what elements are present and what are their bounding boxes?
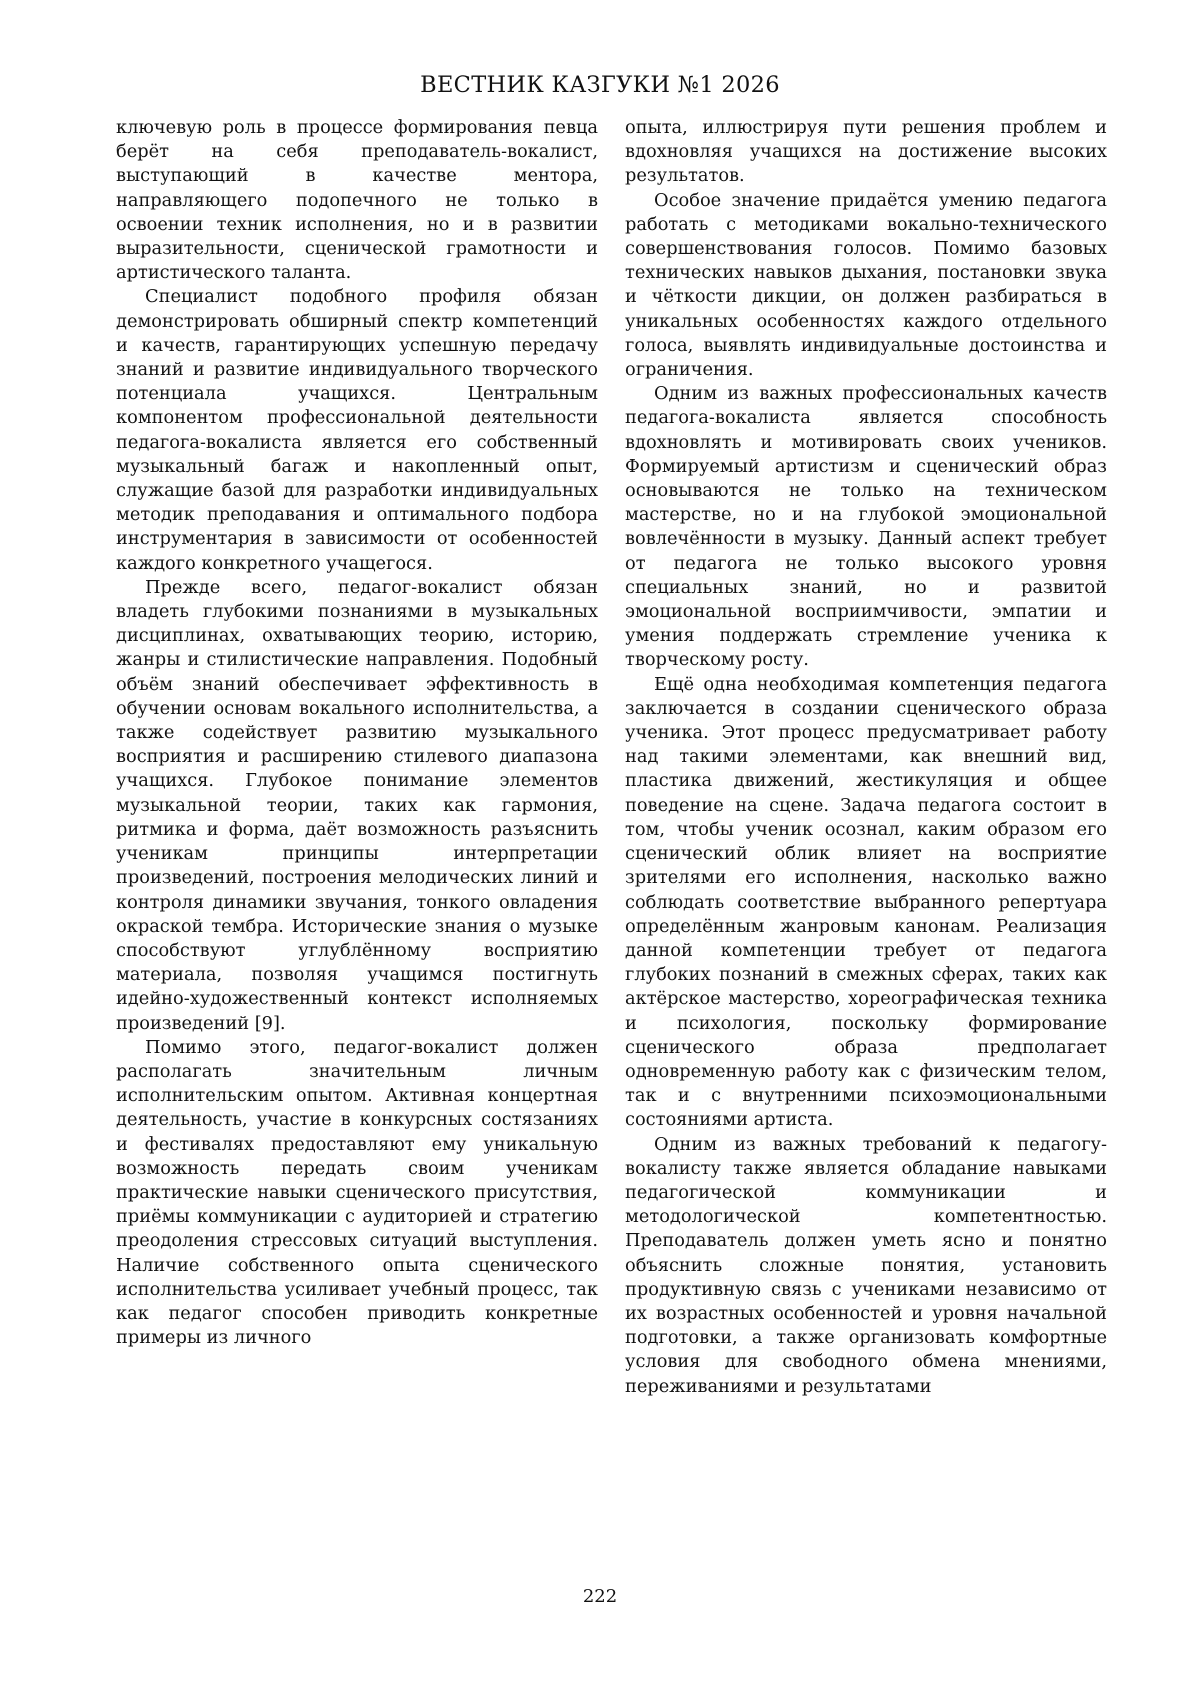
paragraph: Ещё одна необходимая компетенция педагога заключается в создании сценического образа ученика. Этот процесс предусматривает работу над такими элементами, как внешний вид, пластика движений, жестикуляция и общее поведение на сцене. Задача педагога состоит в том, чтобы ученик осознал, каким образом его сценический облик влияет на восприятие зрителями его исполнения, насколько важно соблюдать соответствие выбранного репертуара определённым жанровым канонам. Реализация данной компетенции требует от педагога глубоких познаний в смежных сферах, таких как актёрское мастерство, хореографическая техника и психология, поскольку формирование сценического образа предполагает одновременную работу как с физическим телом, так и с внутренними психоэмоциональными состояниями артиста.	[625, 673, 1107, 1131]
paragraph: Прежде всего, педагог-вокалист обязан владеть глубокими познаниями в музыкальных дисциплинах, охватывающих теорию, историю, жанры и стилистические направления. Подобный объём знаний обеспечивает эффективность в обучении основам вокального исполнительства, а также содействует развитию музыкального восприятия и расширению стилевого диапазона учащихся. Глубокое понимание элементов музыкальной теории, таких как гармония, ритмика и форма, даёт возможность разъяснить ученикам принципы интерпретации произведений, построения мелодических линий и контроля динамики звучания, тонкого овладения окраской тембра. Исторические знания о музыке способствуют углублённому восприятию материала, позволяя учащимся постигнуть идейно-художественный контекст исполняемых произведений [9].	[116, 576, 598, 1034]
paragraph: Особое значение придаётся умению педагога работать с методиками вокально-технического совершенствования голосов. Помимо базовых технических навыков дыхания, постановки звука и чёткости дикции, он должен разбираться в уникальных особенностях каждого отдельного голоса, выявлять индивидуальные достоинства и ограничения.	[625, 189, 1107, 381]
paragraph: ключевую роль в процессе формирования певца берёт на себя преподаватель-вокалист, выступающий в качестве ментора, направляющего подопечного не только в освоении техник исполнения, но и в развитии выразительности, сценической грамотности и артистического таланта.	[116, 117, 598, 284]
paragraph: опыта, иллюстрируя пути решения проблем и вдохновляя учащихся на достижение высоких результатов.	[625, 117, 1107, 187]
paragraph: Специалист подобного профиля обязан демонстрировать обширный спектр компетенций и качеств, гарантирующих успешную передачу знаний и развитие индивидуального творческого потенциала учащихся. Центральным компонентом профессиональной деятельности педагога-вокалиста является его собственный музыкальный багаж и накопленный опыт, служащие базой для разработки индивидуальных методик преподавания и оптимального подбора инструментария в зависимости от особенностей каждого конкретного учащегося.	[116, 286, 598, 574]
right-column	[625, 116, 1107, 1399]
journal-header: ВЕСТНИК КАЗГУКИ №1 2026	[420, 72, 780, 98]
left-column	[116, 116, 598, 1350]
paragraph: Одним из важных требований к педагогу-вокалисту также является обладание навыками педагогической коммуникации и методологической компетентностью. Преподаватель должен уметь ясно и понятно объяснить сложные понятия, установить продуктивную связь с учениками независимо от их возрастных особенностей и уровня начальной подготовки, а также организовать комфортные условия для свободного обмена мнениями, переживаниями и результатами	[625, 1133, 1107, 1397]
paragraph: Помимо этого, педагог-вокалист должен располагать значительным личным исполнительским опытом. Активная концертная деятельность, участие в конкурсных состязаниях и фестивалях предоставляют ему уникальную возможность передать своим ученикам практические навыки сценического присутствия, приёмы коммуникации с аудиторией и стратегию преодоления стрессовых ситуаций выступления. Наличие собственного опыта сценического исполнительства усиливает учебный процесс, так как педагог способен приводить конкретные примеры из личного	[116, 1036, 598, 1349]
paragraph: Одним из важных профессиональных качеств педагога-вокалиста является способность вдохновлять и мотивировать своих учеников. Формируемый артистизм и сценический образ основываются не только на техническом мастерстве, но и на глубокой эмоциональной вовлечённости в музыку. Данный аспект требует от педагога не только высокого уровня специальных знаний, но и развитой эмоциональной восприимчивости, эмпатии и умения поддержать стремление ученика к творческому росту.	[625, 383, 1107, 671]
page-number: 222	[582, 1586, 618, 1607]
